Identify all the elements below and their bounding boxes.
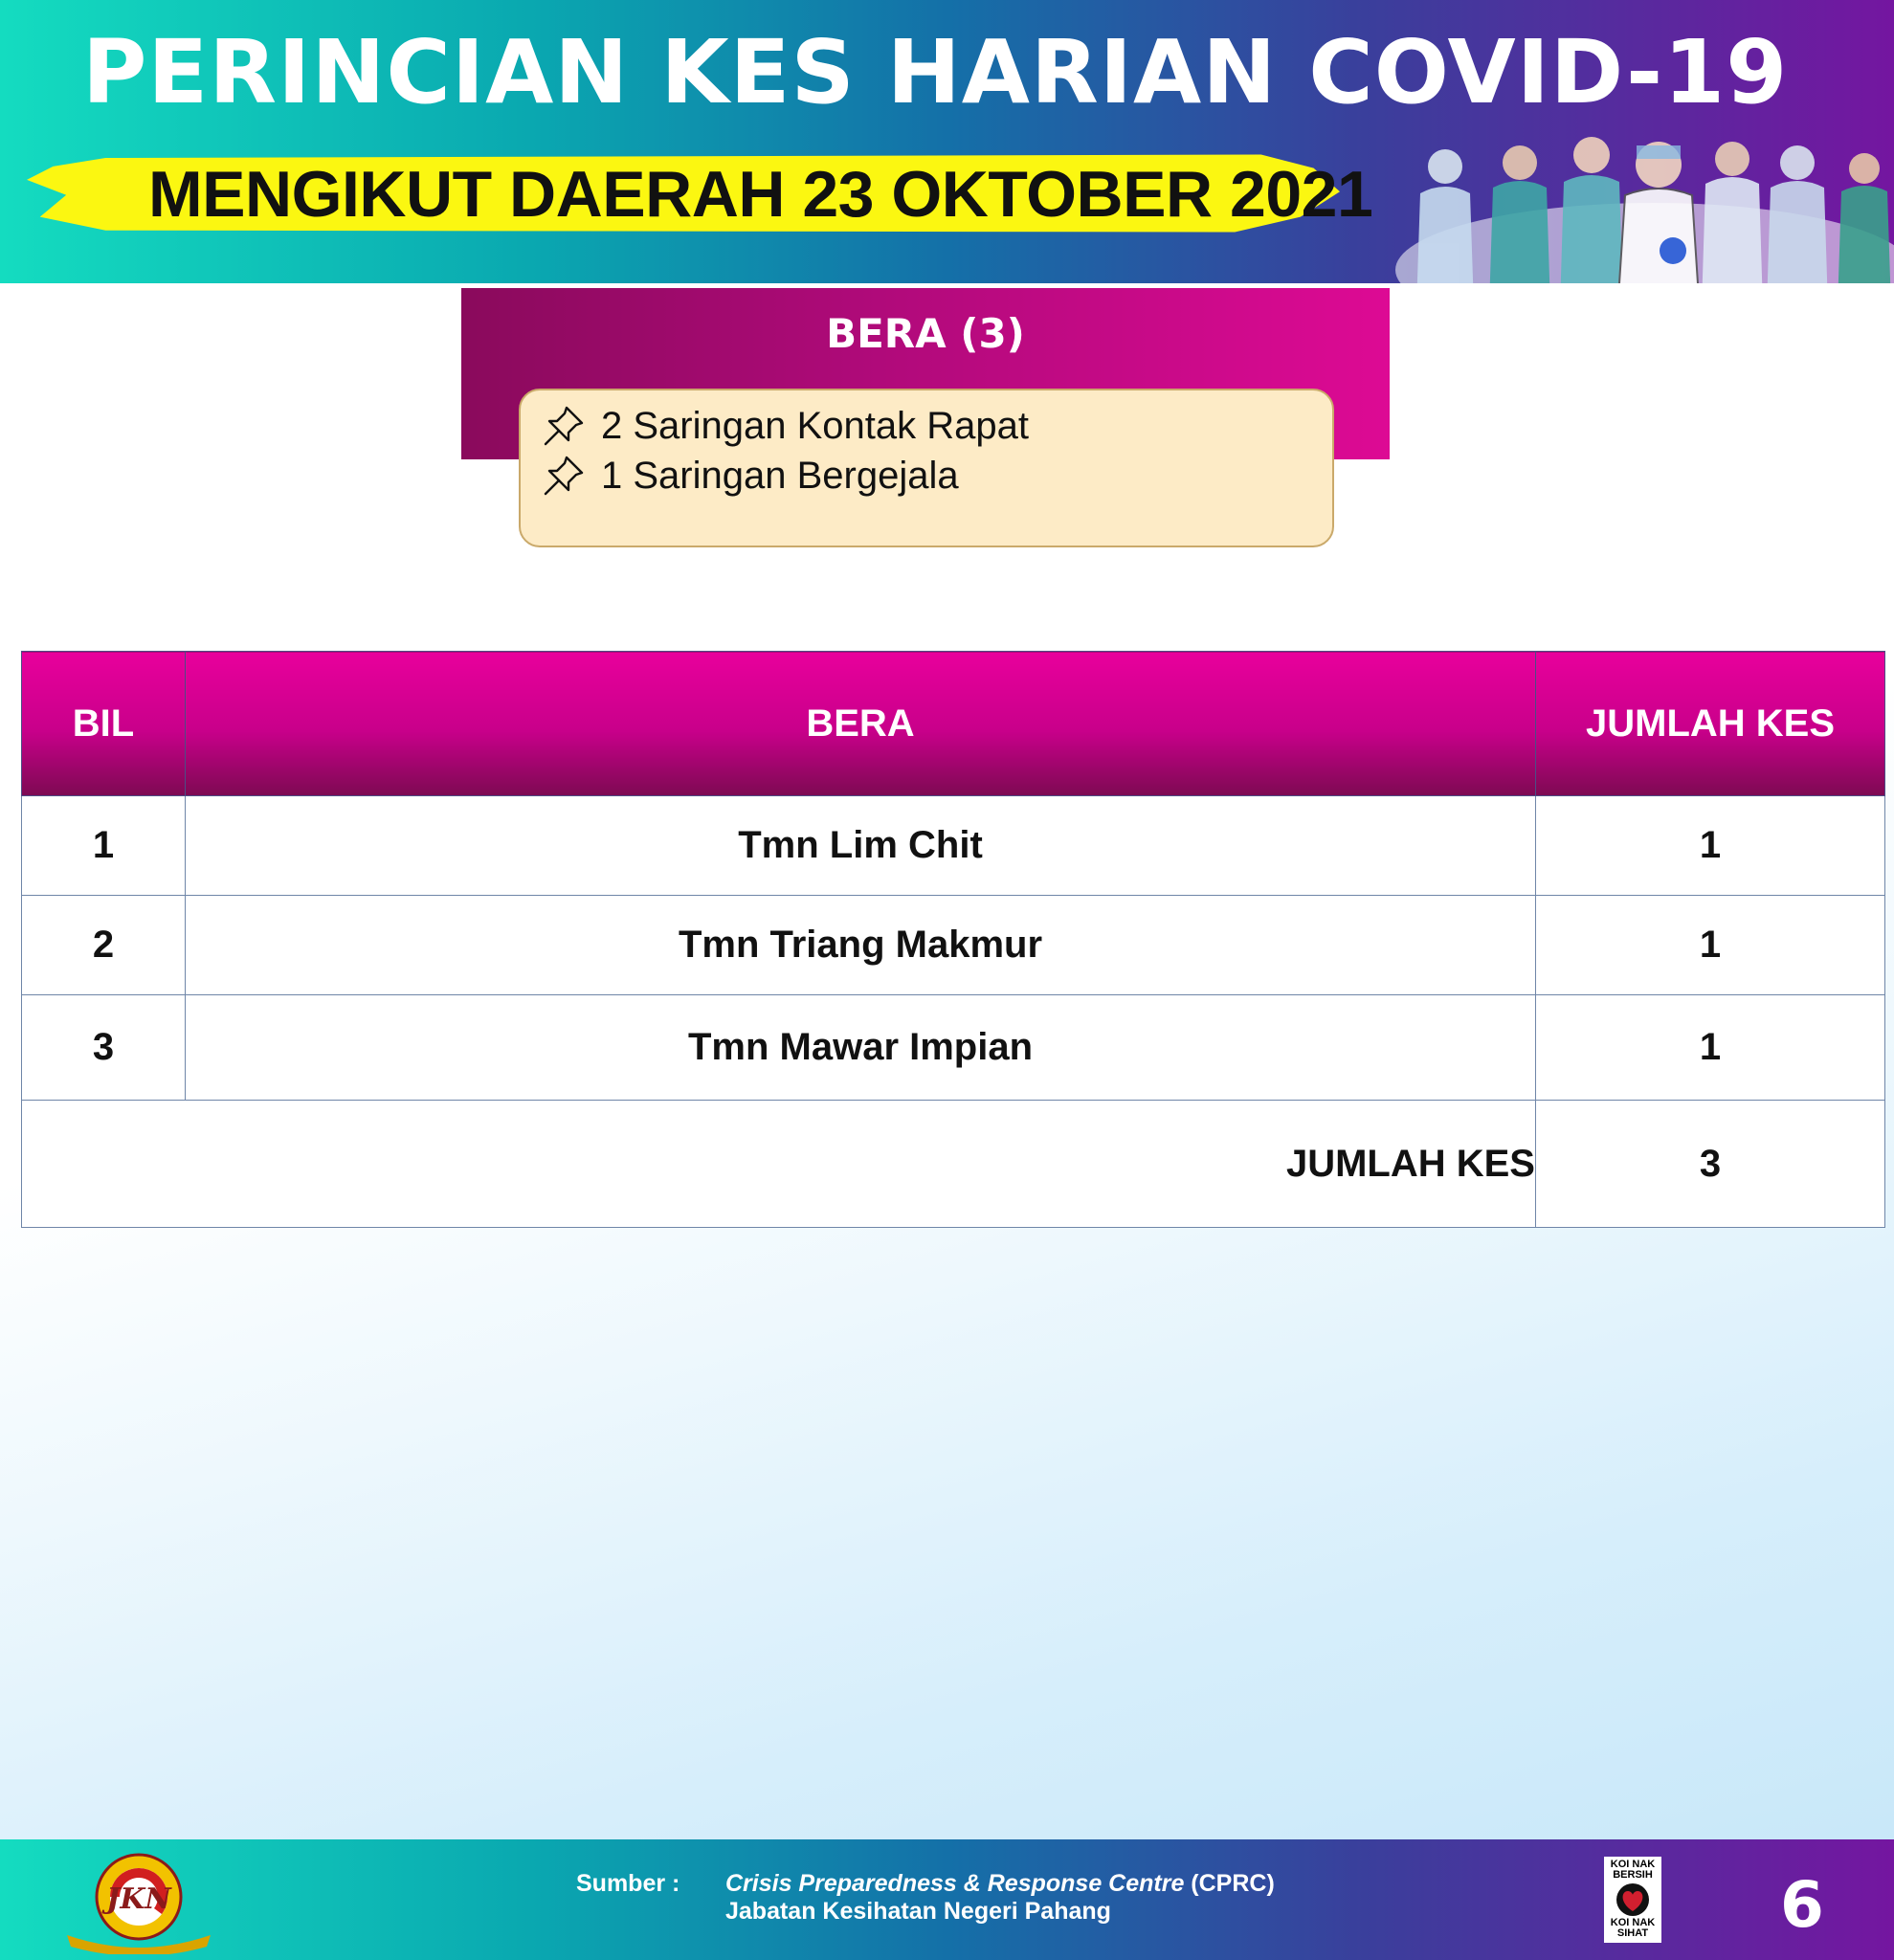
page-number: 6 xyxy=(1780,1868,1824,1942)
koi-nak-badge xyxy=(1604,1857,1661,1943)
row-jumlah: 1 xyxy=(1536,896,1885,995)
screening-notes-box xyxy=(519,389,1334,547)
page-title: PERINCIAN KES HARIAN COVID-19 xyxy=(82,21,1789,123)
row-location: Tmn Triang Makmur xyxy=(186,896,1536,995)
table-row xyxy=(22,995,1885,1101)
source-line-1 xyxy=(725,1870,1275,1898)
heart-icon xyxy=(1612,1882,1654,1918)
total-value: 3 xyxy=(1536,1101,1885,1228)
header-banner xyxy=(0,0,1894,283)
table-row xyxy=(22,796,1885,896)
page-subtitle: MENGIKUT DAERAH 23 OKTOBER 2021 xyxy=(148,158,1373,231)
table-row xyxy=(22,896,1885,995)
row-bil: 2 xyxy=(22,896,186,995)
row-location: Tmn Mawar Impian xyxy=(186,995,1536,1101)
badge-top-text: KOI NAK BERSIH xyxy=(1610,1859,1656,1881)
note-text: 2 Saringan Kontak Rapat xyxy=(601,404,1029,447)
total-label: JUMLAH KES xyxy=(22,1101,1536,1228)
source-abbr: (CPRC) xyxy=(1184,1870,1275,1897)
row-bil: 1 xyxy=(22,796,186,896)
table-header-row xyxy=(22,652,1885,796)
healthcare-workers-illustration xyxy=(1386,126,1894,283)
cases-table xyxy=(21,651,1885,1228)
row-jumlah: 1 xyxy=(1536,995,1885,1101)
total-row xyxy=(22,1101,1885,1228)
row-jumlah: 1 xyxy=(1536,796,1885,896)
pushpin-icon xyxy=(540,402,588,450)
source-line-2: Jabatan Kesihatan Negeri Pahang xyxy=(725,1898,1111,1925)
badge-bottom-text: KOI NAK SIHAT xyxy=(1610,1917,1656,1939)
header-bil: BIL xyxy=(22,652,186,796)
row-location: Tmn Lim Chit xyxy=(186,796,1536,896)
note-item xyxy=(540,402,1029,450)
header-jumlah-kes: JUMLAH KES xyxy=(1536,652,1885,796)
jkn-logo xyxy=(57,1847,220,1954)
note-text: 1 Saringan Bergejala xyxy=(601,454,959,497)
note-item xyxy=(540,452,959,500)
pushpin-icon xyxy=(540,452,588,500)
logo-text: JKN xyxy=(106,1882,171,1916)
source-label: Sumber : xyxy=(576,1870,680,1897)
row-bil: 3 xyxy=(22,995,186,1101)
source-org: Crisis Preparedness & Response Centre xyxy=(725,1870,1185,1897)
header-location: BERA xyxy=(186,652,1536,796)
district-title: BERA (3) xyxy=(826,310,1025,357)
